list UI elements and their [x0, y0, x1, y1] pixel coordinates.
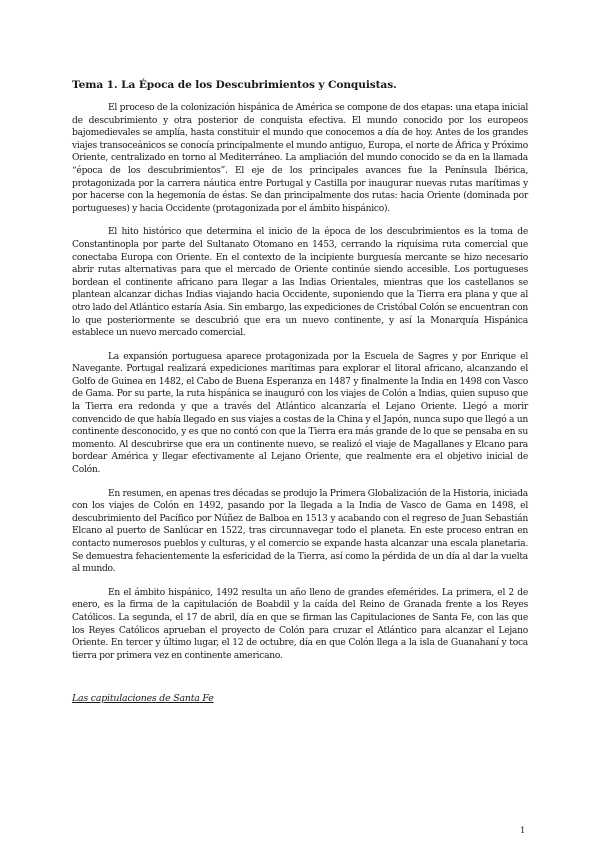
paragraph-4: En resumen, en apenas tres décadas se produjo la Primera Globalización de la Historia, iniciada con los viajes de Colón en 1492, pasando por la llegada a la India de Vasco de Gama en 1498, el descubrimiento del Pacífico por Núñez de Balboa en 1513 y acabando con el regreso de Juan Sebastián Elcano al puerto de Sanlúcar en 1522, tras circunnavegar todo el planeta. En este proceso entran en contacto numerosos pueblos y culturas, y el comercio se expande hasta alcanzar una escala planetaria. Se demuestra fehacientemente la esfericidad de la Tierra, así como la pérdida de un día al dar la vuelta al mundo. — [72, 488, 528, 575]
page-number: 1 — [520, 826, 526, 836]
paragraph-2: El hito histórico que determina el inicio de la época de los descubrimientos es la toma de Constantinopla por parte del Sultanato Otomano en 1453, cerrando la riquísima ruta comercial que conectaba Europa con Oriente. En el contexto de la incipiente burguesía mercante se hizo necesario abrir rutas alternativas para que el mercado de Oriente continúe siendo accesible. Los portugueses bordean el continente africano para llegar a las Indias Orientales, mientras que los castellanos se plantean alcanzar dichas Indias viajando hacia Occidente, suponiendo que la Tierra era plana y que al otro lado del Atlántico estaría Asia. Sin embargo, las expediciones de Cristóbal Colón se encuentran con lo que posteriormente se descubrió que era un nuevo continente, y así la Monarquía Hispánica establece un nuevo mercado comercial. — [72, 227, 528, 339]
document-title: Tema 1. La Época de los Descubrimientos y Conquistas. — [72, 79, 397, 91]
paragraph-5: En el ámbito hispánico, 1492 resulta un año lleno de grandes efemérides. La primera, el 2 de enero, es la firma de la capitulación de Boabdil y la caída del Reino de Granada frente a los Reyes Católicos. La segunda, el 17 de abril, día en que se firman las Capitulaciones de Santa Fe, con las que los Reyes Católicos aprueban el proyecto de Colón para cruzar el Atlántico para alcanzar el Lejano Oriente. En tercer y último lugar, el 12 de octubre, día en que Colón llega a la isla de Guanahaní y toca tierra por primera vez en continente americano. — [72, 587, 528, 661]
paragraph-1: El proceso de la colonización hispánica de América se compone de dos etapas: una etapa inicial de descubrimiento y otra posterior de conquista efectiva. El mundo conocido por los europeos bajomedievales se amplía, hasta constituir el mundo que conocemos a día de hoy. Antes de los grandes viajes transoceánicos se conocía principalmente el mundo antiguo, Europa, el norte de África y Próximo Oriente, centralizado en torno al Mediterráneo. La ampliación del mundo conocido se da en la llamada “época de los descubrimientos”. El eje de los principales avances fue la Península Ibérica, protagonizada por la carrera náutica entre Portugal y Castilla por inaugurar nuevas rutas marítimas y por hacerse con la hegemonía de éstas. Se dan principalmente dos rutas: hacia Oriente (dominada por portugueses) y hacia Occidente (protagonizada por el ámbito hispánico). — [72, 103, 528, 214]
paragraph-3: La expansión portuguesa aparece protagonizada por la Escuela de Sagres y por Enrique el Navegante. Portugal realizará expediciones marítimas para explorar el litoral africano, alcanzando el Golfo de Guinea en 1482, el Cabo de Buena Esperanza en 1487 y finalmente la India en 1498 con Vasco de Gama. Por su parte, la ruta hispánica se inauguró con los viajes de Colón a Indias, quien supuso que la Tierra era redonda y que a través del Atlántico alcanzaría el Lejano Oriente. Llegó a morir convencido de que había llegado en sus viajes a costas de la China y el Japón, nunca supo que llegó a un continente desconocido, y es que no contó con que la Tierra era más grande de lo que se pensaba en su momento. Al descubrirse que era un continente nuevo, se realizó el viaje de Magallanes y Elcano para bordear América y llegar efectivamente al Lejano Oriente, que realmente era el objetivo inicial de Colón. — [72, 351, 528, 476]
section-subheading: Las capitulaciones de Santa Fe — [72, 693, 214, 705]
page-content — [72, 78, 528, 705]
